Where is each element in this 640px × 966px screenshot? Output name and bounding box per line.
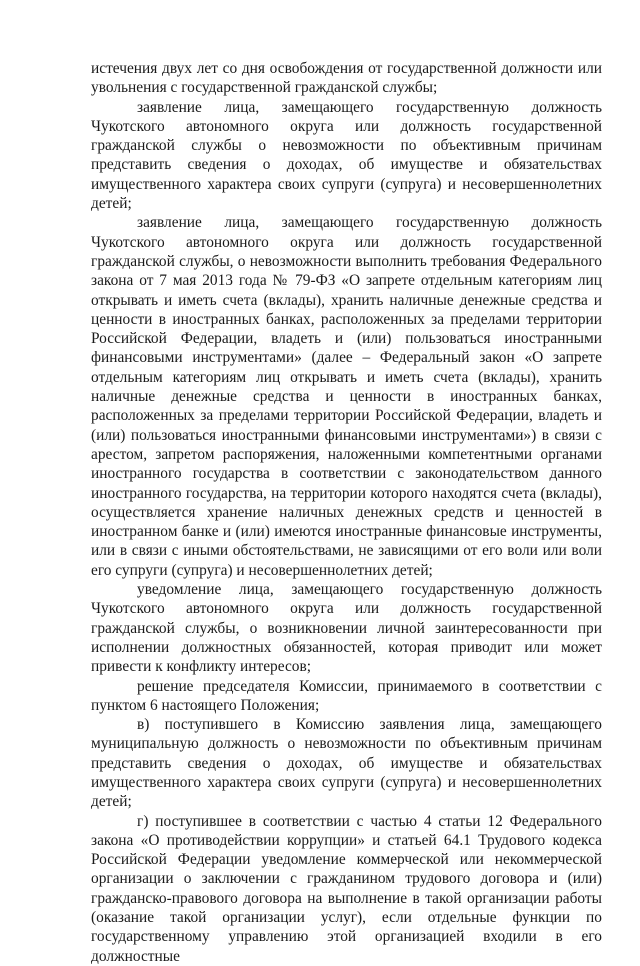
paragraph-item-g: г) поступившее в соответствии с частью 4 статьи 12 Федерального закона «О противодействии коррупции» и статьей 64.1 Трудового кодекса Российской Федерации уведомление коммерческой или некоммерческой организации о заключении с гражданином трудового договора и (или) гражданско-правового договора на выполнение в такой организации работы (оказание такой организации услуг), если отдельные функции по государственному управлению этой организацией входили в его должностные (91, 812, 602, 965)
paragraph-conflict-of-interest: уведомление лица, замещающего государственную должность Чукотского автономного округа или должность государственной гражданской службы, о возникновении личной заинтересованности при исполнении должностных обязанностей, которая приводит или может привести к конфликту интересов; (91, 581, 602, 676)
paragraph-item-v: в) поступившего в Комиссию заявления лица, замещающего муниципальную должность о невозможности по объективным причинам представить сведения о доходах, об имуществе и обязательствах имущественного характера своих супруги (супруга) и несовершеннолетних детей; (91, 716, 602, 811)
paragraph-chairman-decision: решение председателя Комиссии, принимаемого в соответствии с пунктом 6 настоящего Положения; (91, 677, 602, 714)
paragraph-continuation: истечения двух лет со дня освобождения от государственной должности или увольнения с государственной гражданской службы; (91, 60, 602, 97)
paragraph-foreign-accounts: заявление лица, замещающего государственную должность Чукотского автономного округа или должность государственной гражданской службы, о невозможности выполнить требования Федерального закона от 7 мая 2013 года № 79-ФЗ «О запрете отдельным категориям лиц открывать и иметь счета (вклады), хранить наличные денежные средства и ценности в иностранных банках, расположенных за пределами территории Российской Федерации, владеть и (или) пользоваться иностранными финансовыми инструментами» (далее – Федеральный закон «О запрете отдельным категориям лиц открывать и иметь счета (вклады), хранить наличные денежные средства и ценности в иностранных банках, расположенных за пределами территории Российской Федерации, владеть и (или) пользоваться иностранными финансовыми инструментами») в связи с арестом, запретом распоряжения, наложенными компетентными органами иностранного государства в соответствии с законодательством данного иностранного государства, на территории которого находятся счета (вклады), осуществляется хранение наличных денежных средств и ценностей в иностранном банке и (или) имеются иностранные финансовые инструменты, или в связи с иными обстоятельствами, не зависящими от его воли или воли его супруги (супруга) и несовершеннолетних детей; (91, 214, 602, 579)
paragraph-income-statement: заявление лица, замещающего государственную должность Чукотского автономного округа или должность государственной гражданской службы о невозможности по объективным причинам представить сведения о доходах, об имуществе и обязательствах имущественного характера своих супруги (супруга) и несовершеннолетних детей; (91, 98, 602, 213)
document-body (91, 59, 602, 966)
